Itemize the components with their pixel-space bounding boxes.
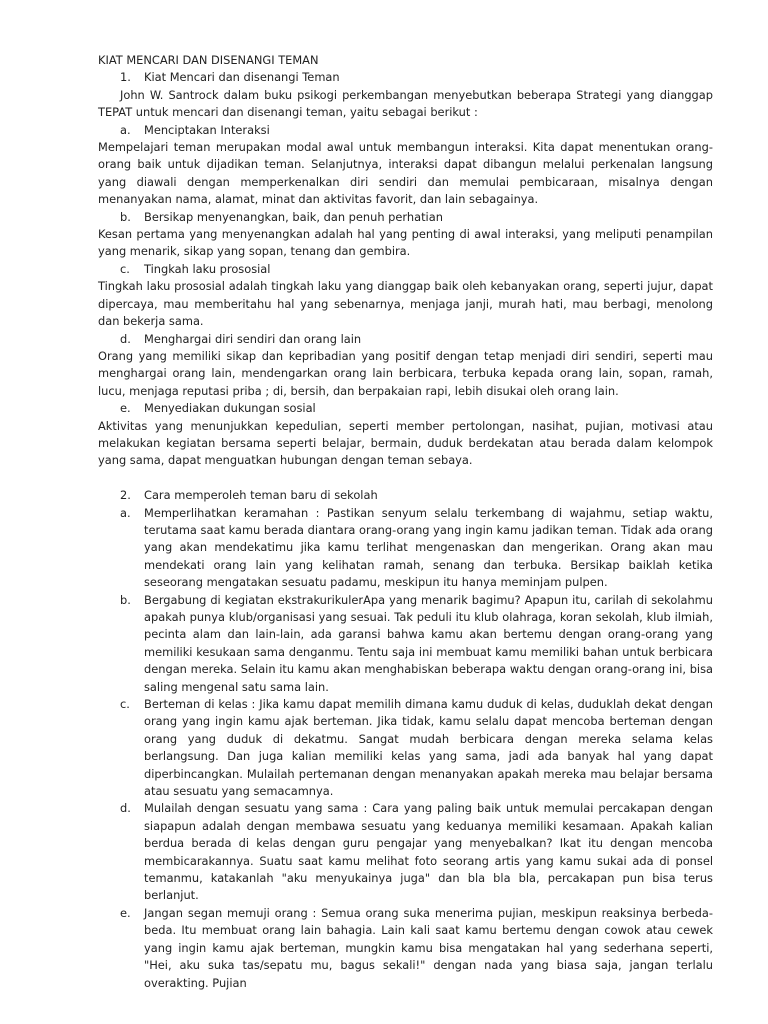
list-item-letter: d. bbox=[120, 801, 131, 816]
subsection-heading bbox=[120, 261, 713, 278]
section-2-heading bbox=[120, 487, 713, 504]
section-1-heading bbox=[120, 69, 713, 86]
subsection-heading bbox=[120, 122, 713, 139]
subsection-heading bbox=[120, 209, 713, 226]
list-item-letter: e. bbox=[120, 905, 131, 920]
subsection-letter: b. bbox=[120, 209, 131, 224]
section-number: 2. bbox=[120, 488, 131, 503]
subsection-body: Tingkah laku prososial adalah tingkah laku yang dianggap baik oleh kebanyakan orang, seperti jujur, dapat dipercaya, mau memberitahu hal yang sebenarnya, menjaga janji, murah hati, mau berbagi, menolong dan bekerja sama. bbox=[98, 279, 713, 329]
section-1-intro: John W. Santrock dalam buku psikogi perkembangan menyebutkan beberapa Strategi yang dianggap TEPAT untuk mencari dan disenangi teman, yaitu sebagai berikut : bbox=[98, 87, 713, 120]
list-item-text: Jangan segan memuji orang : Semua orang suka menerima pujian, meskipun reaksinya berbeda-beda. Itu membuat orang lain bahagia. Lain kali saat kamu bertemu dengan cowok atau cewek yang ingin kamu ajak berteman, mungkin kamu bisa mengatakan hal yang sederhana seperti, "Hei, aku suka tas/sepatu mu, bagus sekali!" dengan nada yang biasa saja, jangan terlalu overakting. Pujian bbox=[144, 905, 713, 990]
list-item bbox=[98, 505, 713, 592]
list-item bbox=[98, 905, 713, 992]
list-item bbox=[98, 696, 713, 800]
list-item-text: Berteman di kelas : Jika kamu dapat memilih dimana kamu duduk di kelas, duduklah dekat dengan orang yang ingin kamu ajak berteman. Jika tidak, kamu selalu dapat mencoba berteman dengan orang yang duduk di dekatmu. Sangat mudah berbicara dengan mereka selama kelas berlangsung. Dan juga kalian memiliki kelas yang sama, jadi ada banyak hal yang dapat diperbincangkan. Mulailah pertemanan dengan menanyakan apakah mereka mau belajar bersama atau sesuatu yang semacamnya. bbox=[144, 697, 713, 799]
subsection-letter: c. bbox=[120, 261, 130, 276]
section-heading-text: Cara memperoleh teman baru di sekolah bbox=[144, 488, 378, 503]
document-title: KIAT MENCARI DAN DISENANGI TEMAN bbox=[98, 53, 319, 67]
subsection-letter: d. bbox=[120, 331, 131, 346]
section-2-list bbox=[98, 505, 713, 992]
section-number: 1. bbox=[120, 70, 131, 85]
subsection-heading-text: Menghargai diri sendiri dan orang lain bbox=[144, 331, 362, 346]
list-item-text: Mulailah dengan sesuatu yang sama : Cara yang paling baik untuk memulai percakapan dengan siapapun adalah dengan membawa sesuatu yang keduanya memiliki kesamaan. Apakah kalian berdua berada di kelas dengan guru pengajar yang menyebalkan? Ikat itu dengan mencoba membicarakannya. Suatu saat kamu melihat foto seorang artis yang kamu sukai ada di ponsel temanmu, katakanlah "aku menyukainya juga" dan bla bla bla, percakapan pun bisa terus berlanjut. bbox=[144, 801, 713, 903]
subsection-heading-text: Menyediakan dukungan sosial bbox=[144, 401, 316, 416]
subsection-heading-text: Bersikap menyenangkan, baik, dan penuh perhatian bbox=[144, 209, 443, 224]
subsection-heading bbox=[120, 331, 713, 348]
subsection-letter: a. bbox=[120, 122, 131, 137]
list-item bbox=[98, 592, 713, 696]
subsection-heading-text: Menciptakan Interaksi bbox=[144, 122, 270, 137]
section-heading-text: Kiat Mencari dan disenangi Teman bbox=[144, 70, 340, 85]
list-item-letter: c. bbox=[120, 697, 130, 712]
list-item-letter: a. bbox=[120, 505, 131, 520]
subsection-body: Mempelajari teman merupakan modal awal untuk membangun interaksi. Kita dapat menentukan orang-orang baik untuk dijadikan teman. Selanjutnya, interaksi dapat dibangun melalui perkenalan langsung yang diawali dengan memperkenalkan diri sendiri dan memulai pembicaraan, misalnya dengan menanyakan nama, alamat, minat dan aktivitas favorit, dan lain sebagainya. bbox=[98, 140, 713, 207]
list-item bbox=[98, 800, 713, 904]
list-item-letter: b. bbox=[120, 592, 131, 607]
list-item-text: Bergabung di kegiatan ekstrakurikulerApa yang menarik bagimu? Apapun itu, carilah di sekolahmu apakah punya klub/organisasi yang sesuai. Tak peduli itu klub olahraga, koran sekolah, klub ilmiah, pecinta alam dan lain-lain, ada garansi bahwa kamu akan bertemu dengan orang-orang yang memiliki kesukaan sama denganmu. Tentu saja ini membuat kamu memiliki bahan untuk berbicara dengan mereka. Selain itu kamu akan menghabiskan beberapa waktu dengan orang-orang ini, bisa saling mengenal satu sama lain. bbox=[144, 592, 713, 694]
list-item-text: Memperlihatkan keramahan : Pastikan senyum selalu terkembang di wajahmu, setiap waktu, terutama saat kamu berada diantara orang-orang yang ingin kamu jadikan teman. Tidak ada orang yang akan mendekatimu jika kamu terlihat mengenaskan dan mengerikan. Orang akan mau mendekati orang lain yang kelihatan ramah, senang dan terbuka. Bersikap baiklah ketika seseorang mengatakan sesuatu padamu, meskipun itu hanya meminjam pulpen. bbox=[144, 505, 713, 590]
subsection-body: Orang yang memiliki sikap dan kepribadian yang positif dengan tetap menjadi diri sendiri, seperti mau menghargai orang lain, mendengarkan orang lain berbicara, terbuka kepada orang lain, sopan, ramah, lucu, menjaga reputasi priba ; di, bersih, dan berpakaian rapi, lebih disukai oleh orang lain. bbox=[98, 348, 713, 398]
subsection-heading-text: Tingkah laku prososial bbox=[144, 261, 271, 276]
subsection-letter: e. bbox=[120, 401, 131, 416]
subsection-heading bbox=[120, 400, 713, 417]
subsection-body: Aktivitas yang menunjukkan kepedulian, seperti member pertolongan, nasihat, pujian, motivasi atau melakukan kegiatan bersama seperti belajar, bermain, duduk berdekatan atau berada dalam kelompok yang sama, dapat menguatkan hubungan dengan teman sebaya. bbox=[98, 418, 713, 468]
blank-line bbox=[98, 470, 713, 487]
subsection-body: Kesan pertama yang menyenangkan adalah hal yang penting di awal interaksi, yang meliputi penampilan yang menarik, sikap yang sopan, tenang dan gembira. bbox=[98, 227, 713, 259]
